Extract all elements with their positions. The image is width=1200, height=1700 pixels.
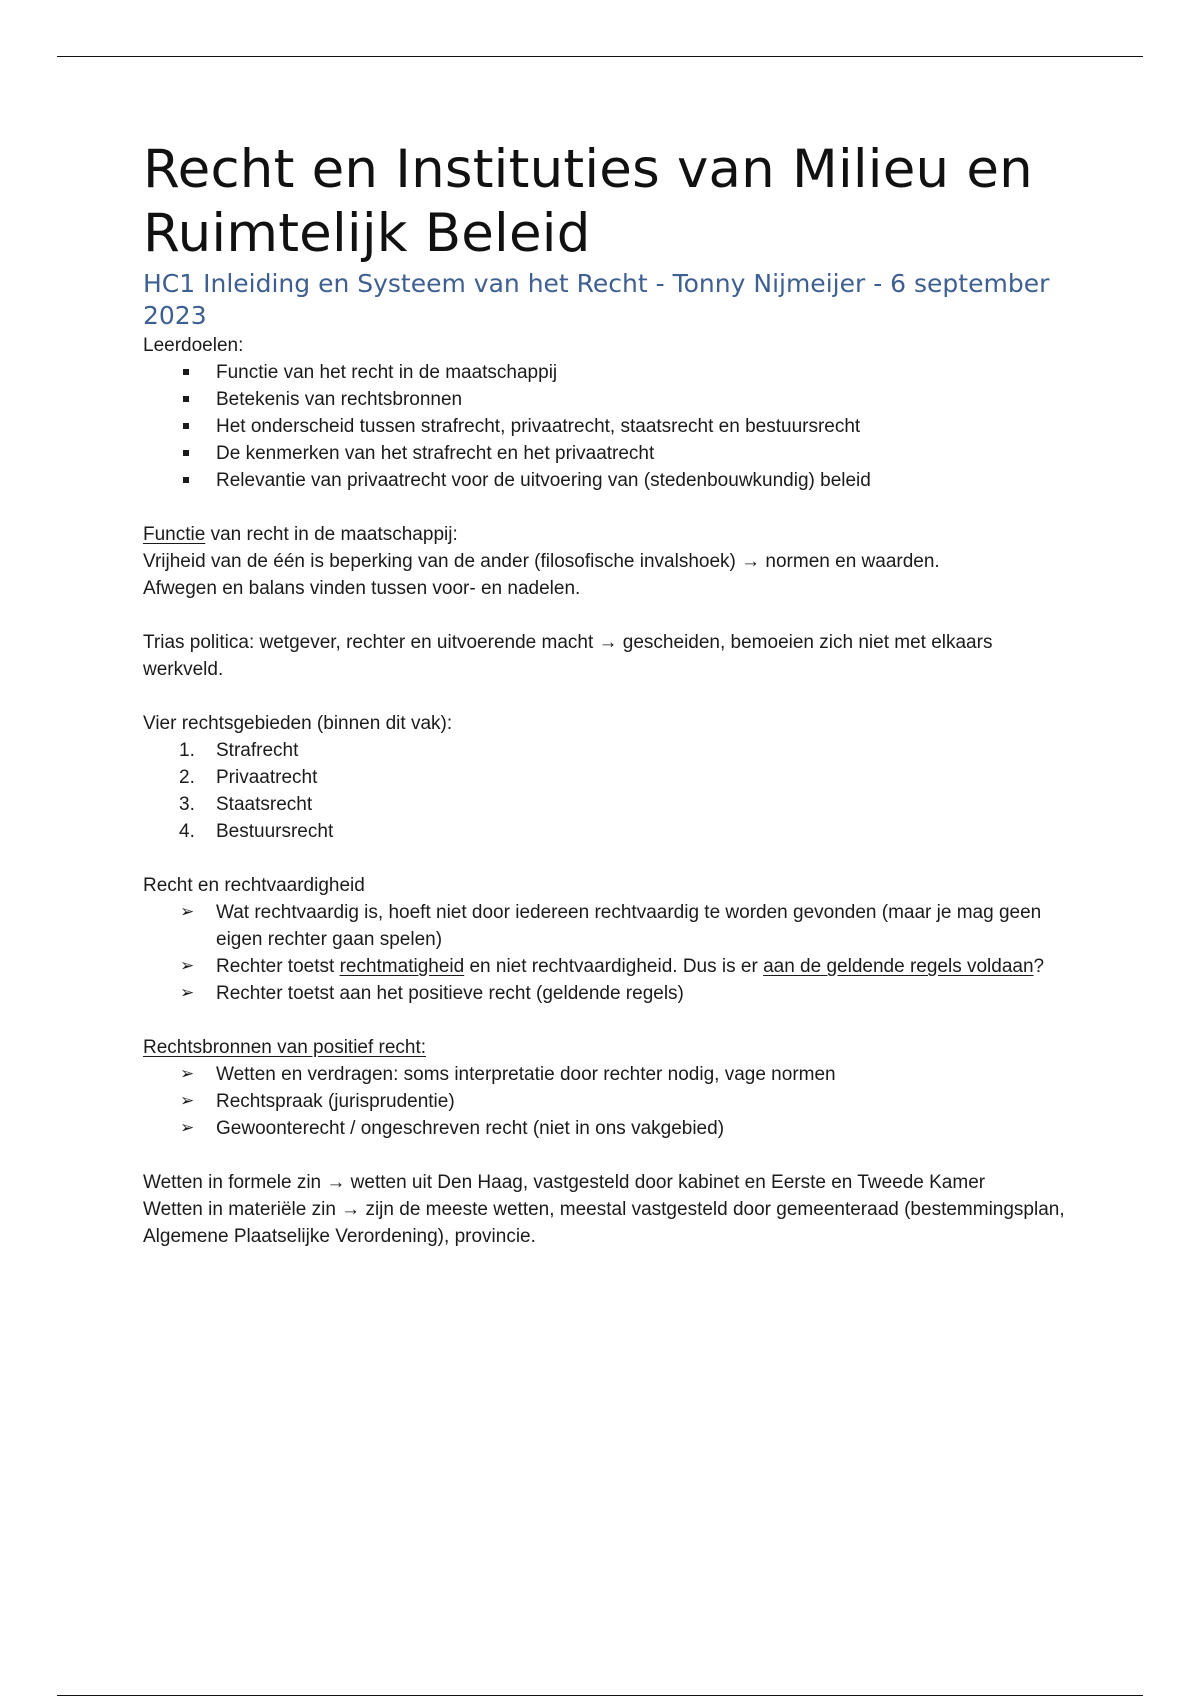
- list-item-text: Wat rechtvaardig is, hoeft niet door iedereen rechtvaardig te worden gevonden (maar je mag geen eigen rechter gaan spelen): [216, 902, 1042, 950]
- bottom-rule: [57, 1695, 1143, 1696]
- list-item-text: en niet rechtvaardigheid. Dus is er: [464, 956, 764, 977]
- functie-heading: [143, 521, 1073, 548]
- list-item: [143, 980, 1073, 1007]
- list-item: Het onderscheid tussen strafrecht, privaatrecht, staatsrecht en bestuursrecht: [143, 413, 1073, 440]
- arrow-bullet-icon: ➢: [180, 1118, 195, 1138]
- rechtsgebieden-list: [143, 737, 1073, 845]
- rechtsgebieden-heading: Vier rechtsgebieden (binnen dit vak):: [143, 713, 453, 734]
- list-item: [143, 818, 1073, 845]
- list-item-text: Gewoonterecht / ongeschreven recht (niet in ons vakgebied): [216, 1118, 725, 1139]
- trias-paragraph: Trias politica: wetgever, rechter en uitvoerende macht → gescheiden, bemoeien zich niet met elkaars werkveld.: [143, 632, 993, 680]
- functie-line-1: Vrijheid van de één is beperking van de ander (filosofische invalshoek) → normen en waarden.: [143, 551, 940, 572]
- arrow-bullet-icon: ➢: [180, 956, 195, 976]
- lecture-subtitle: HC1 Inleiding en Systeem van het Recht - Tonny Nijmeijer - 6 september 2023: [143, 269, 1050, 330]
- wetten-materiele-zin: Wetten in materiële zin → zijn de meeste wetten, meestal vastgesteld door gemeenteraad (bestemmingsplan, Algemene Plaatselijke Verordening), provincie.: [143, 1199, 1065, 1247]
- top-rule: [57, 56, 1143, 57]
- list-item-text: ?: [1033, 956, 1045, 977]
- document-body: [143, 138, 1073, 1250]
- list-item-text: Strafrecht: [216, 740, 299, 761]
- list-item: [143, 737, 1073, 764]
- functie-line-2: Afwegen en balans vinden tussen voor- en nadelen.: [143, 578, 581, 599]
- list-item: [143, 953, 1073, 980]
- list-number: 1.: [179, 740, 195, 761]
- list-item: [143, 1115, 1073, 1142]
- list-item: [143, 764, 1073, 791]
- list-item-text: Rechtspraak (jurisprudentie): [216, 1091, 455, 1112]
- document-title: Recht en Instituties van Milieu en Ruimtelijk Beleid: [143, 139, 1033, 264]
- list-number: 3.: [179, 794, 195, 815]
- rechtvaardigheid-list: [143, 899, 1073, 1007]
- list-item: [143, 791, 1073, 818]
- list-item-text: Rechter toetst: [216, 956, 340, 977]
- wetten-formele-zin: Wetten in formele zin → wetten uit Den Haag, vastgesteld door kabinet en Eerste en Tweede Kamer: [143, 1172, 986, 1193]
- list-item-text: Staatsrecht: [216, 794, 313, 815]
- list-number: 4.: [179, 821, 195, 842]
- list-item: Relevantie van privaatrecht voor de uitvoering van (stedenbouwkundig) beleid: [143, 467, 1073, 494]
- list-item-text: Rechter toetst aan het positieve recht (geldende regels): [216, 983, 684, 1004]
- functie-heading-underlined: Functie: [143, 524, 206, 545]
- list-item: Betekenis van rechtsbronnen: [143, 386, 1073, 413]
- rechtsbronnen-heading: [143, 1034, 1073, 1061]
- underlined-term: rechtmatigheid: [339, 956, 465, 977]
- arrow-bullet-icon: ➢: [180, 1064, 195, 1084]
- functie-heading-rest: van recht in de maatschappij:: [205, 524, 458, 545]
- list-item: Functie van het recht in de maatschappij: [143, 359, 1073, 386]
- arrow-bullet-icon: ➢: [180, 1091, 195, 1111]
- list-item: [143, 1088, 1073, 1115]
- list-item: [143, 899, 1073, 953]
- arrow-bullet-icon: ➢: [180, 902, 195, 922]
- rechtsbronnen-heading-text: Rechtsbronnen van positief recht:: [143, 1037, 427, 1058]
- list-number: 2.: [179, 767, 195, 788]
- list-item: De kenmerken van het strafrecht en het privaatrecht: [143, 440, 1073, 467]
- list-item-text: Wetten en verdragen: soms interpretatie door rechter nodig, vage normen: [216, 1064, 836, 1085]
- rechtvaardigheid-heading: Recht en rechtvaardigheid: [143, 875, 365, 896]
- leerdoelen-heading: Leerdoelen:: [143, 335, 244, 356]
- list-item-text: Privaatrecht: [216, 767, 318, 788]
- underlined-term: aan de geldende regels voldaan: [763, 956, 1034, 977]
- list-item: [143, 1061, 1073, 1088]
- arrow-bullet-icon: ➢: [180, 983, 195, 1003]
- list-item-text: Bestuursrecht: [216, 821, 334, 842]
- leerdoelen-list: [143, 359, 1073, 494]
- rechtsbronnen-list: [143, 1061, 1073, 1142]
- notes: [143, 332, 1073, 1250]
